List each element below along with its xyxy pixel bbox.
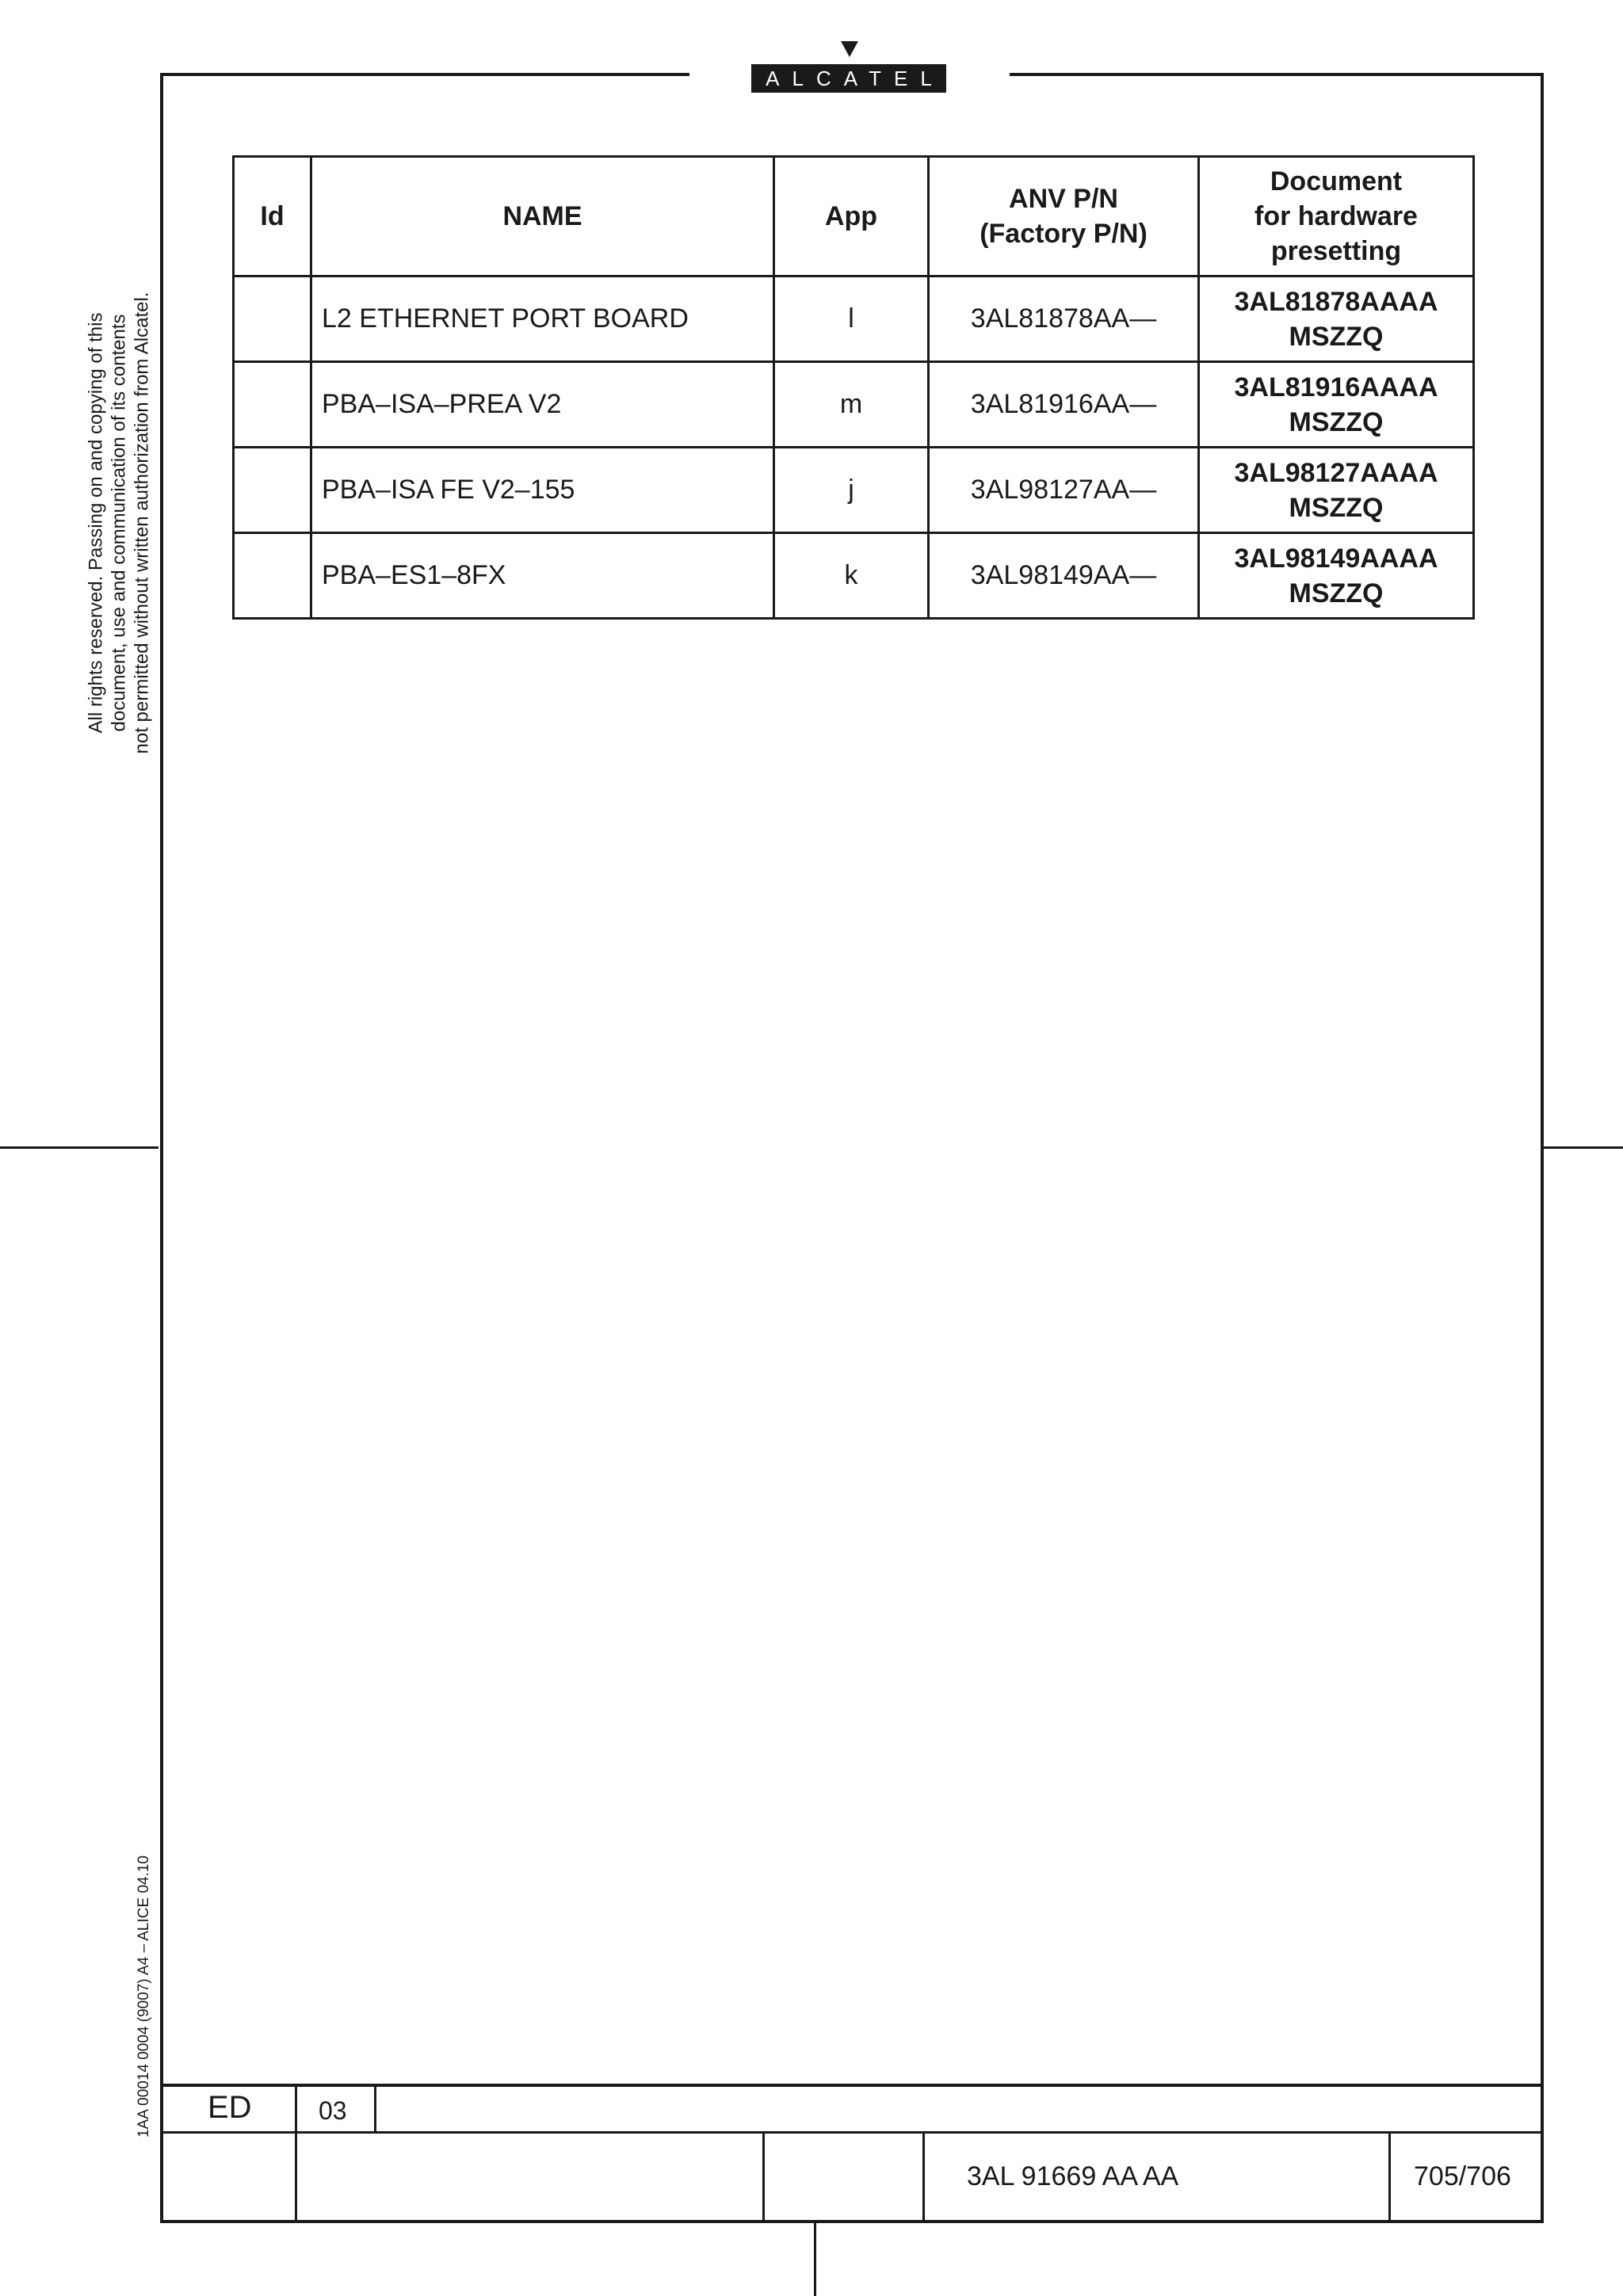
cell-app: l: [774, 277, 929, 362]
legal-notice-line: All rights reserved. Passing on and copying of this: [85, 312, 107, 734]
header-doc-line: for hardware: [1254, 201, 1418, 231]
cell-name: L2 ETHERNET PORT BOARD: [311, 277, 774, 362]
cell-name: PBA–ES1–8FX: [311, 533, 774, 619]
fold-mark-left: [0, 1146, 158, 1149]
edition-value: 03: [319, 2096, 347, 2125]
cell-doc-suffix: MSZZQ: [1289, 406, 1384, 437]
frame-top-left-line: [160, 73, 689, 76]
table-row: [234, 362, 1474, 448]
cell-id: [234, 277, 311, 362]
header-document: [1199, 157, 1474, 277]
cell-app: k: [774, 533, 929, 619]
title-block-col-line: [762, 2133, 765, 2223]
fold-mark-right: [1544, 1146, 1623, 1149]
title-block-col-line: [922, 2133, 925, 2223]
cell-document: [1199, 448, 1474, 533]
header-id: Id: [234, 157, 311, 277]
cell-document: [1199, 533, 1474, 619]
form-code: 1AA 00014 0004 (9007) A4 – ALICE 04.10: [136, 1855, 152, 2138]
cell-anv: 3AL81916AA—: [929, 362, 1199, 448]
title-block-col-line: [295, 2084, 297, 2223]
cell-id: [234, 448, 311, 533]
table-header-row: [234, 157, 1474, 277]
cell-app: j: [774, 448, 929, 533]
header-anv-line: ANV P/N: [1009, 184, 1118, 214]
frame-left-line: [160, 73, 163, 2222]
title-block-top-border: [160, 2084, 1544, 2087]
cell-document: [1199, 362, 1474, 448]
fold-mark-bottom: [814, 2223, 816, 2296]
cell-doc-suffix: MSZZQ: [1289, 492, 1384, 523]
cell-doc-code: 3AL81878AAAA: [1234, 286, 1438, 317]
legal-notice: [85, 246, 154, 800]
edition-label: ED: [208, 2090, 252, 2125]
table-row: [234, 533, 1474, 619]
cell-anv: 3AL81878AA—: [929, 277, 1199, 362]
logo-triangle-icon: [841, 41, 858, 57]
title-block-bottom-border: [160, 2220, 1544, 2223]
cell-anv: 3AL98127AA—: [929, 448, 1199, 533]
company-logo: ALCATEL: [751, 64, 946, 93]
cell-anv: 3AL98149AA—: [929, 533, 1199, 619]
header-anv-pn: [929, 157, 1199, 277]
cell-doc-code: 3AL81916AAAA: [1234, 372, 1438, 402]
cell-app: m: [774, 362, 929, 448]
title-block: [160, 2084, 1544, 2223]
legal-notice-line: document, use and communication of its contents: [108, 314, 130, 732]
header-name: NAME: [311, 157, 774, 277]
legal-notice-line: not permitted without written authorization from Alcatel.: [131, 292, 153, 754]
cell-doc-suffix: MSZZQ: [1289, 578, 1384, 608]
header-doc-line: presetting: [1270, 236, 1402, 266]
table-row: [234, 277, 1474, 362]
document-number: 3AL 91669 AA AA: [967, 2161, 1179, 2191]
cell-doc-code: 3AL98149AAAA: [1234, 543, 1438, 574]
parts-table: [232, 155, 1475, 620]
cell-doc-suffix: MSZZQ: [1289, 321, 1384, 352]
cell-id: [234, 533, 311, 619]
header-anv-line: (Factory P/N): [980, 219, 1148, 249]
cell-doc-code: 3AL98127AAAA: [1234, 457, 1438, 488]
cell-name: PBA–ISA–PREA V2: [311, 362, 774, 448]
table-row: [234, 448, 1474, 533]
cell-id: [234, 362, 311, 448]
cell-document: [1199, 277, 1474, 362]
title-block-divider: [160, 2131, 1544, 2134]
page-number: 705/706: [1414, 2161, 1511, 2191]
header-doc-line: Document: [1270, 166, 1403, 196]
title-block-col-line: [1388, 2133, 1391, 2223]
frame-top-right-line: [1010, 73, 1544, 76]
cell-name: PBA–ISA FE V2–155: [311, 448, 774, 533]
header-app: App: [774, 157, 929, 277]
title-block-col-line: [374, 2084, 376, 2133]
